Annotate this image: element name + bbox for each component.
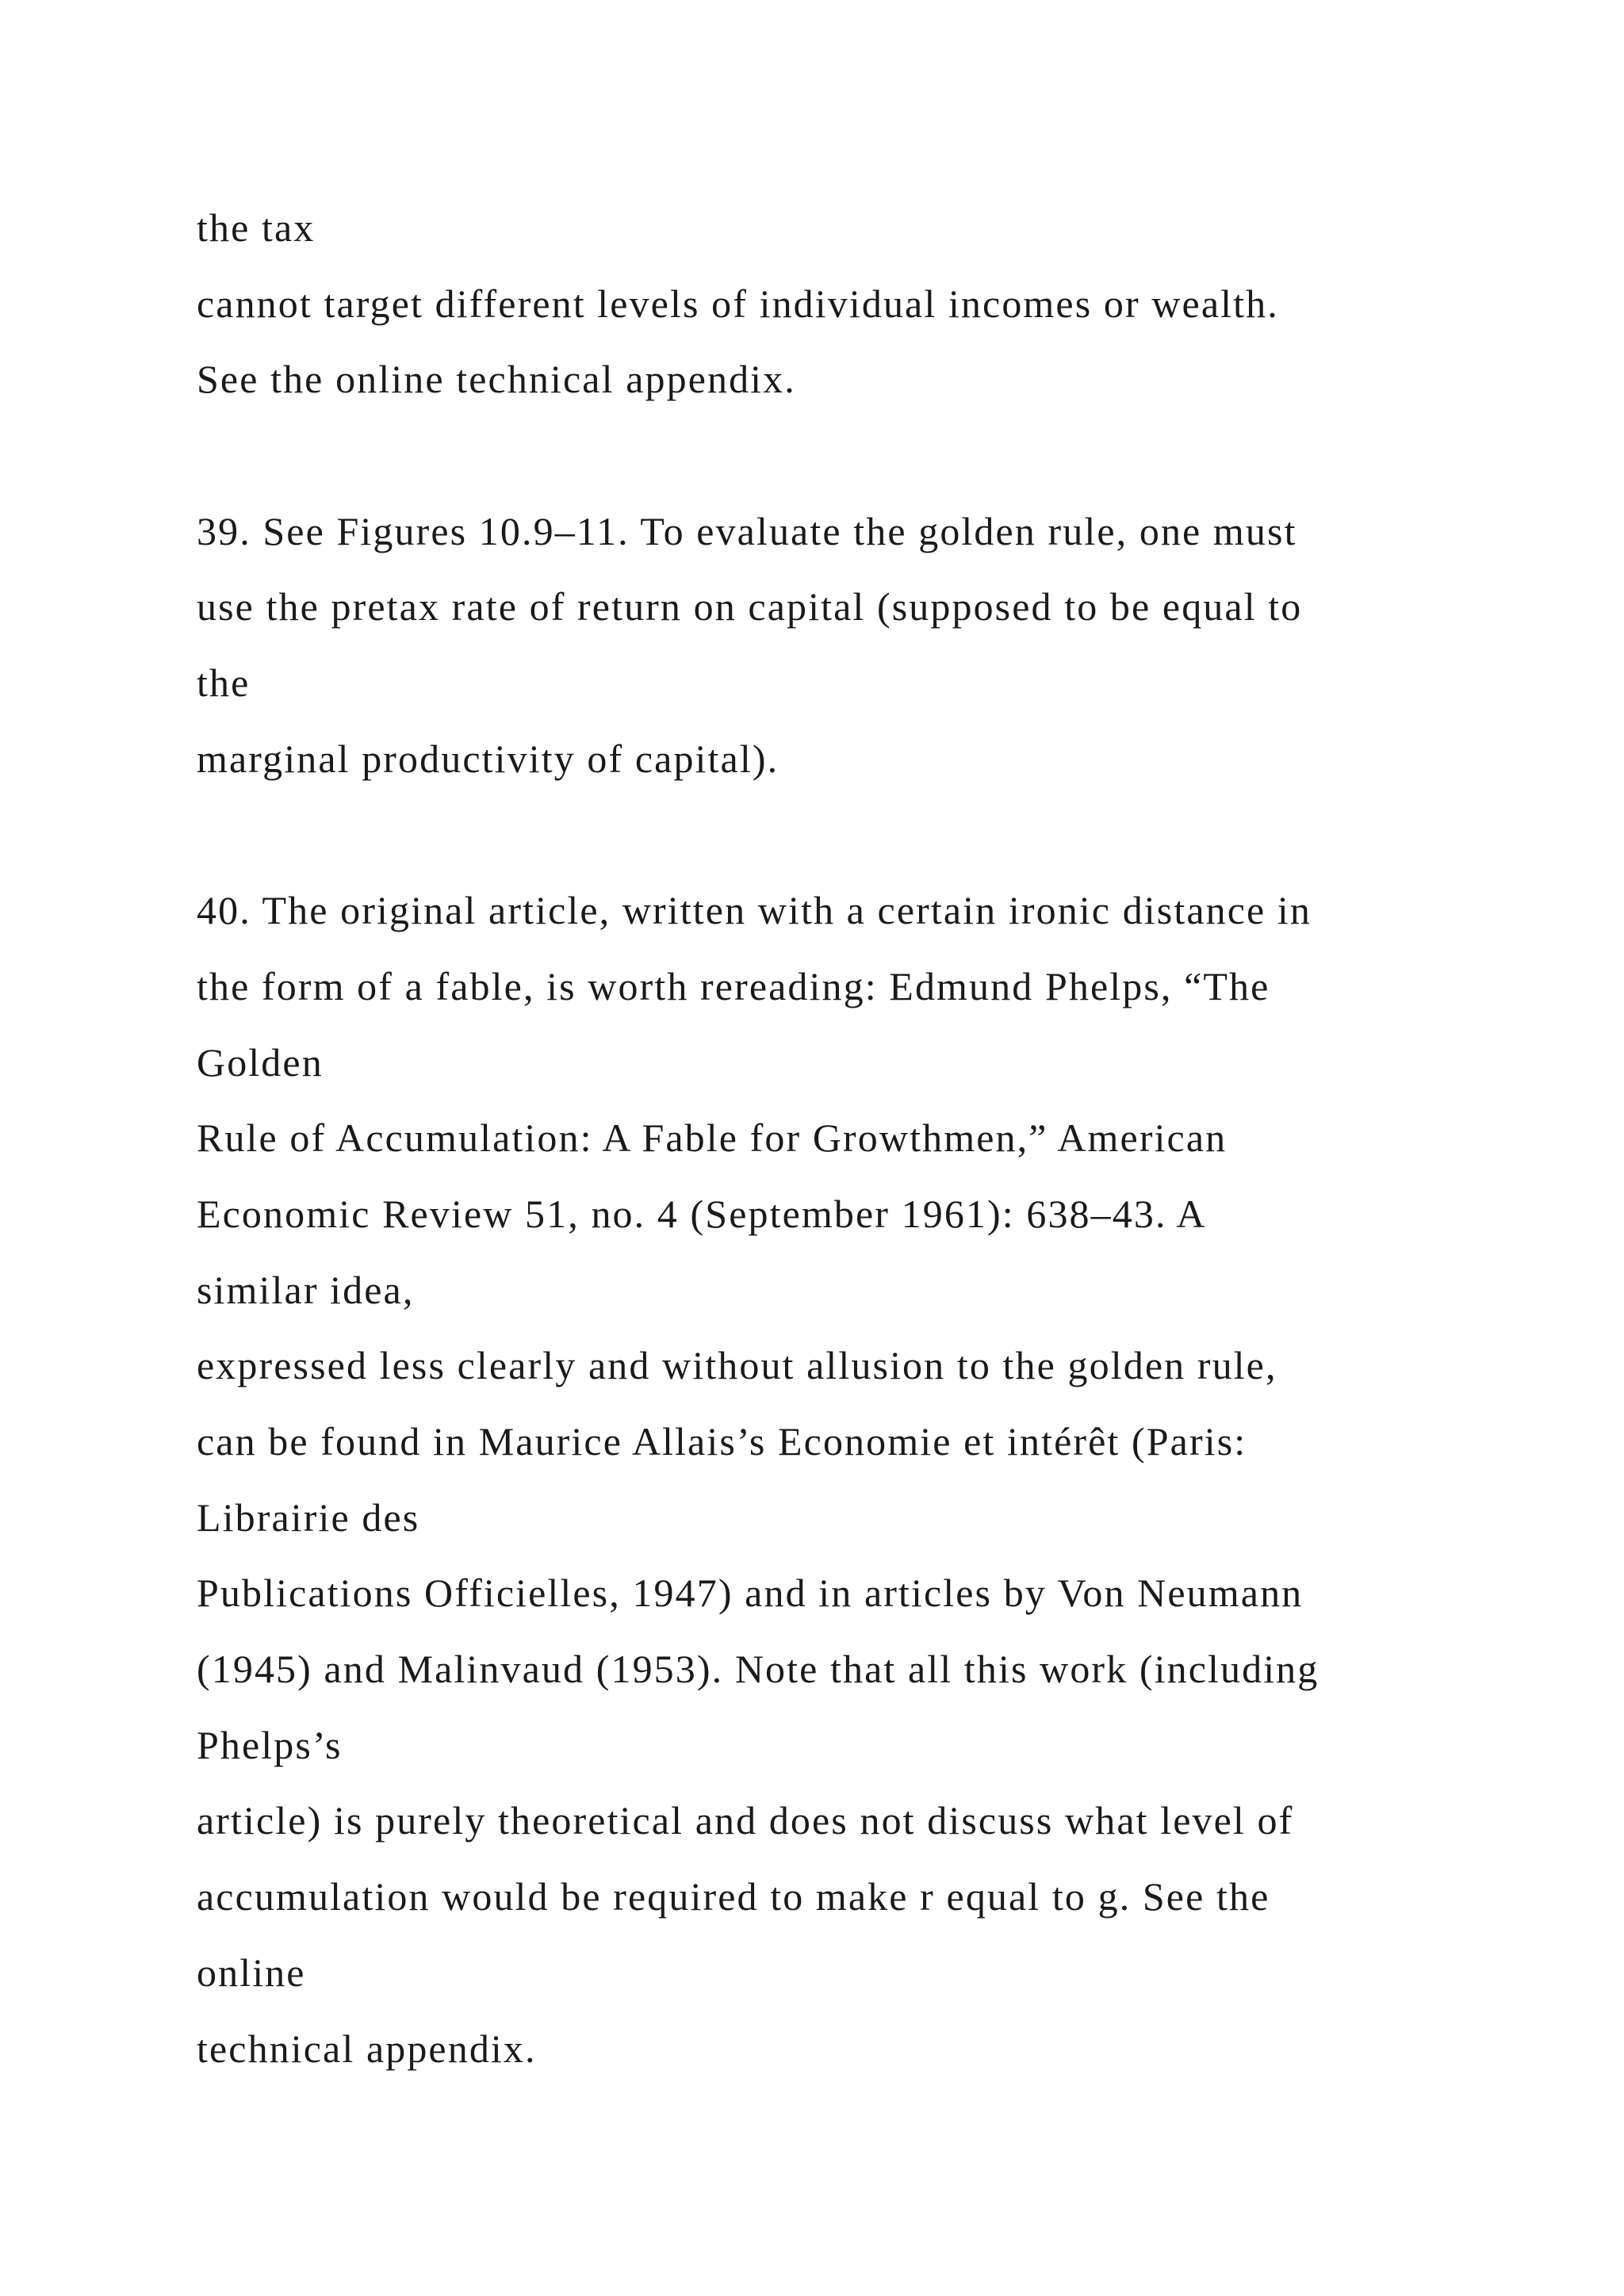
text-line: Economic Review 51, no. 4 (September 1961): 638–43. A bbox=[197, 1191, 1207, 1236]
text-line: Librairie des bbox=[197, 1494, 420, 1540]
text-line: the bbox=[197, 660, 251, 706]
text-line: Golden bbox=[197, 1039, 324, 1085]
text-line: technical appendix. bbox=[197, 2026, 537, 2071]
footnote-text bbox=[197, 190, 1545, 2087]
text-line: article) is purely theoretical and does not discuss what level of bbox=[197, 1798, 1294, 1843]
text-line: online bbox=[197, 1950, 306, 1995]
text-line: Rule of Accumulation: A Fable for Growthmen,” American bbox=[197, 1115, 1228, 1161]
text-line: expressed less clearly and without allusion to the golden rule, bbox=[197, 1343, 1277, 1388]
text-line: Publications Officielles, 1947) and in articles by Von Neumann bbox=[197, 1571, 1304, 1616]
footnote-39-line: 39. See Figures 10.9–11. To evaluate the golden rule, one must bbox=[197, 508, 1297, 553]
text-line: similar idea, bbox=[197, 1267, 415, 1312]
text-line: (1945) and Malinvaud (1953). Note that all this work (including bbox=[197, 1647, 1320, 1692]
blank-line bbox=[197, 418, 1545, 494]
text-line: Phelps’s bbox=[197, 1722, 343, 1767]
blank-line bbox=[197, 798, 1545, 874]
text-line: See the online technical appendix. bbox=[197, 357, 796, 402]
text-line: can be found in Maurice Allais’s Economie et intérêt (Paris: bbox=[197, 1419, 1247, 1464]
text-line: the tax bbox=[197, 205, 316, 250]
footnote-40-line: 40. The original article, written with a certain ironic distance in bbox=[197, 888, 1312, 933]
text-line: the form of a fable, is worth rereading: Edmund Phelps, “The bbox=[197, 963, 1270, 1008]
text-line: marginal productivity of capital). bbox=[197, 736, 779, 781]
text-line: accumulation would be required to make r equal to g. See the bbox=[197, 1874, 1270, 1919]
text-line: use the pretax rate of return on capital (supposed to be equal to bbox=[197, 584, 1303, 629]
text-line: cannot target different levels of individual incomes or wealth. bbox=[197, 281, 1279, 326]
